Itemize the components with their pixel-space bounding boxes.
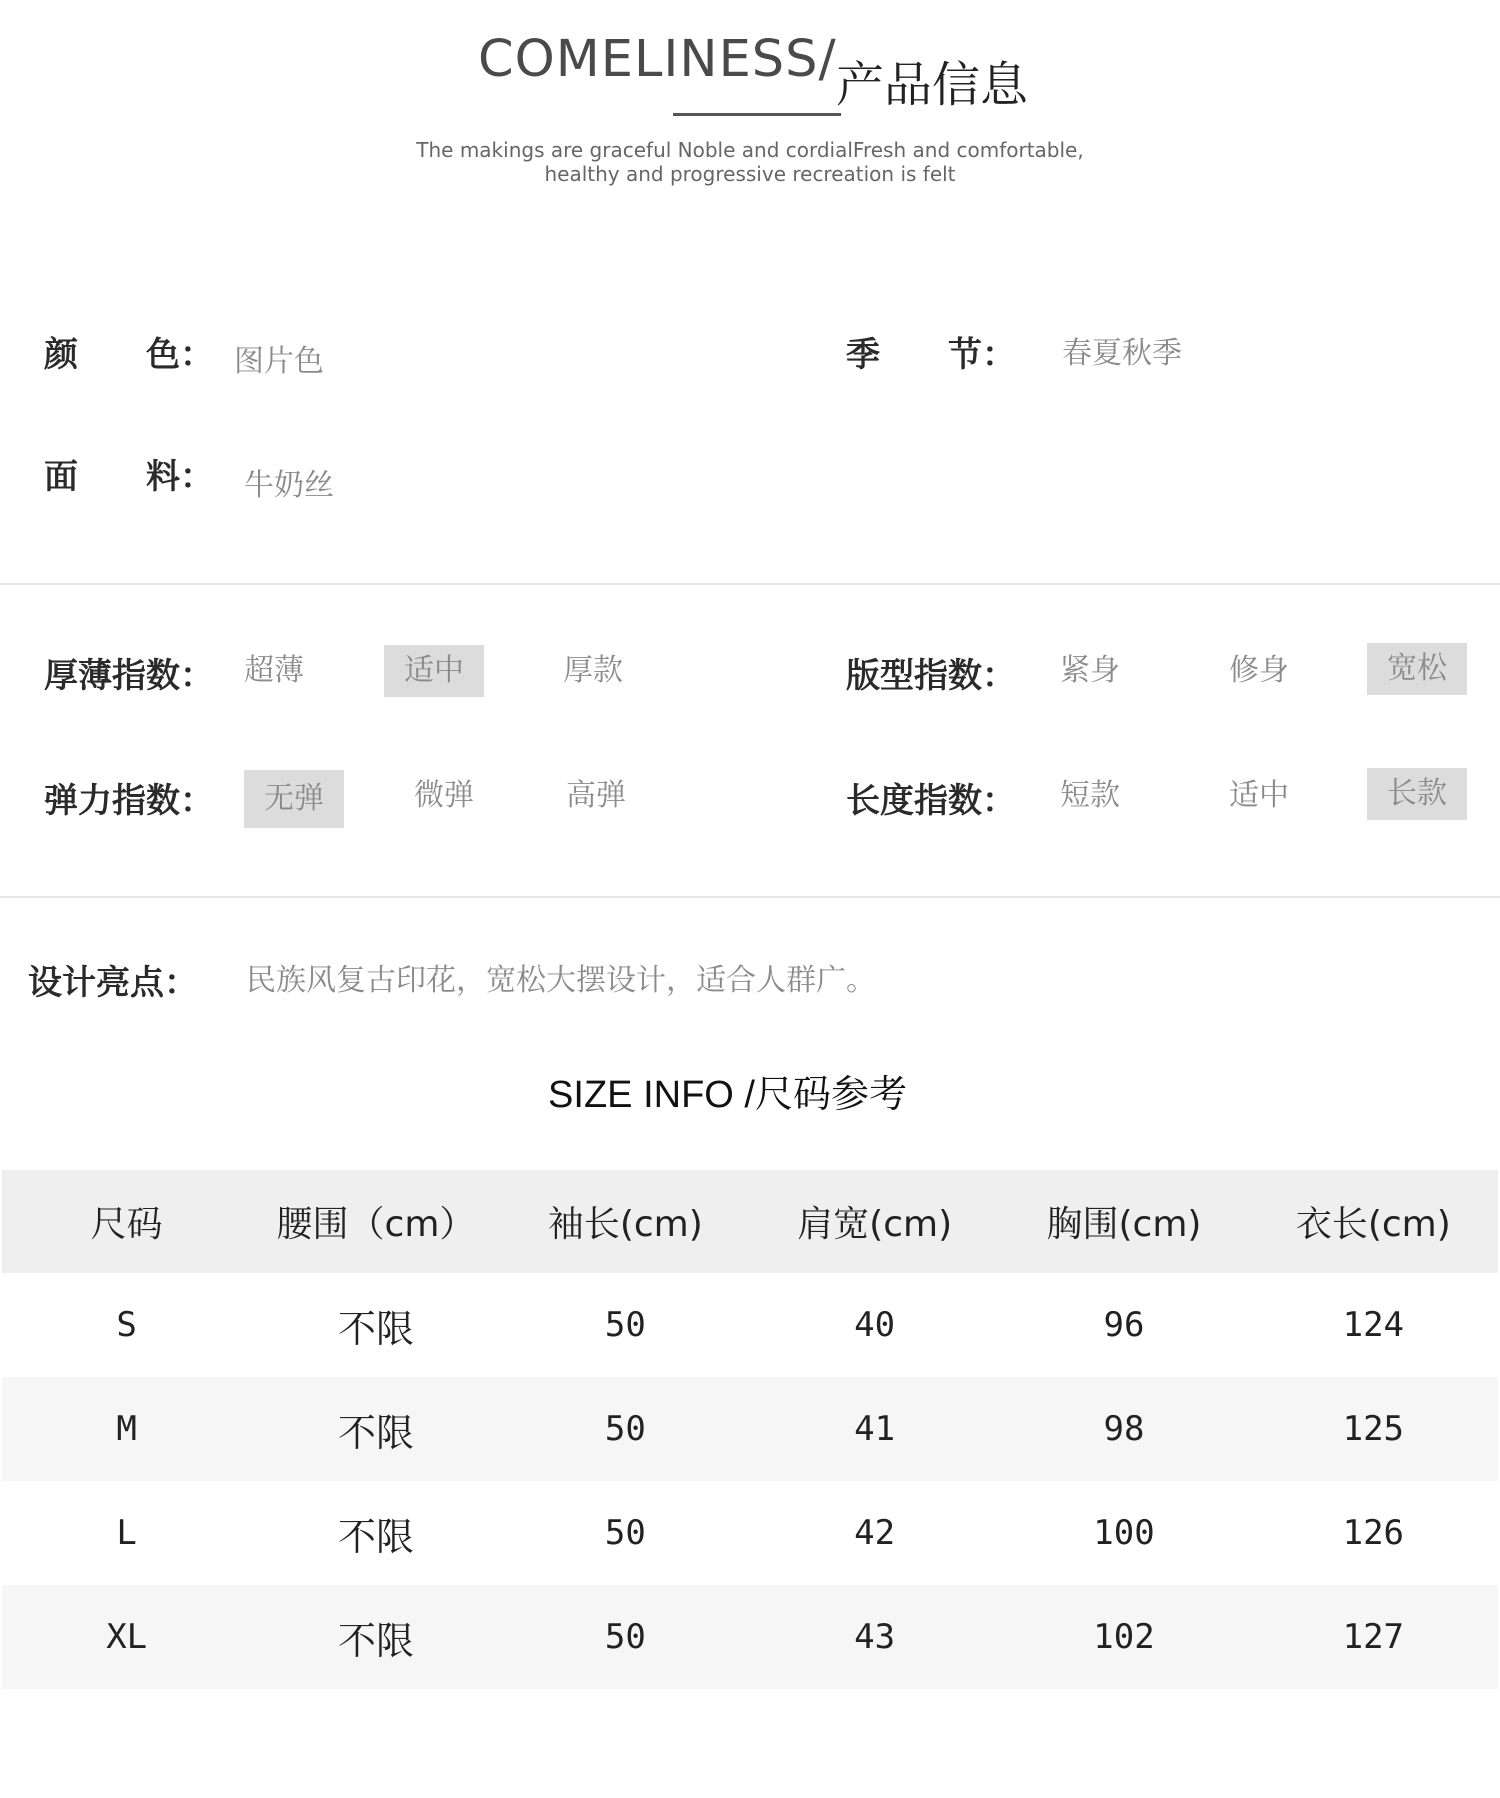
table-row xyxy=(2,1377,1498,1481)
cell-size: M xyxy=(2,1377,251,1481)
title-underline xyxy=(673,113,841,116)
thickness-label: 厚薄指数： xyxy=(44,656,214,696)
size-table xyxy=(2,1170,1498,1689)
cell-chest: 98 xyxy=(999,1377,1248,1481)
divider-top xyxy=(0,583,1500,585)
cell-size: S xyxy=(116,1305,137,1345)
header-length: 衣长(cm) xyxy=(1249,1170,1498,1273)
cell-length: 125 xyxy=(1249,1377,1498,1481)
tagline-line-2: healthy and progressive recreation is felt xyxy=(544,162,956,186)
cell-size: L xyxy=(116,1513,137,1553)
fit-option-loose-selected: 宽松 xyxy=(1367,643,1467,695)
cell-waist: 不限 xyxy=(337,1514,414,1559)
cell-sleeve: 50 xyxy=(604,1513,646,1553)
cell-shoulder: 42 xyxy=(854,1513,896,1553)
fit-option-tight: 紧身 xyxy=(1060,653,1120,688)
table-row xyxy=(2,1481,1498,1585)
brand-title-en: COMELINESS/ xyxy=(478,30,837,89)
cell-chest: 100 xyxy=(1093,1513,1155,1553)
elasticity-option-slight: 微弹 xyxy=(414,778,474,813)
cell-waist: 不限 xyxy=(251,1377,500,1481)
tagline-line-1: The makings are graceful Noble and cordialFresh and comfortable, xyxy=(416,138,1084,162)
cell-chest: 96 xyxy=(1103,1305,1145,1345)
cell-sleeve: 50 xyxy=(501,1585,750,1689)
header-size: 尺码 xyxy=(2,1170,251,1273)
header-chest: 胸围(cm) xyxy=(999,1170,1248,1273)
length-option-long-selected: 长款 xyxy=(1367,768,1467,820)
elasticity-label: 弹力指数： xyxy=(44,781,214,821)
thickness-option-thin: 超薄 xyxy=(244,653,304,688)
header-sleeve: 袖长(cm) xyxy=(501,1170,750,1273)
size-table-header xyxy=(2,1170,1498,1273)
length-option-medium: 适中 xyxy=(1229,778,1289,813)
table-row xyxy=(2,1273,1498,1377)
cell-length: 126 xyxy=(1342,1513,1405,1553)
thickness-option-medium-selected: 适中 xyxy=(384,645,484,697)
header-shoulder: 肩宽(cm) xyxy=(750,1170,999,1273)
elasticity-option-none-selected: 无弹 xyxy=(244,770,344,828)
fabric-value: 牛奶丝 xyxy=(244,468,334,503)
fit-label: 版型指数： xyxy=(846,656,1016,696)
elasticity-option-high: 高弹 xyxy=(566,778,626,813)
cell-waist: 不限 xyxy=(337,1306,414,1351)
cell-chest: 102 xyxy=(999,1585,1248,1689)
table-row xyxy=(2,1585,1498,1689)
divider-bottom xyxy=(0,896,1500,898)
cell-length: 124 xyxy=(1342,1305,1405,1345)
cell-size: XL xyxy=(2,1585,251,1689)
cell-sleeve: 50 xyxy=(604,1305,646,1345)
design-label: 设计亮点： xyxy=(28,963,198,1003)
color-label: 颜 色： xyxy=(44,335,214,375)
length-option-short: 短款 xyxy=(1060,778,1120,813)
color-value: 图片色 xyxy=(234,344,324,379)
length-label: 长度指数： xyxy=(846,781,1016,821)
design-value: 民族风复古印花，宽松大摆设计，适合人群广。 xyxy=(246,963,876,998)
season-label: 季 节： xyxy=(846,335,1016,375)
cell-shoulder: 40 xyxy=(854,1305,896,1345)
thickness-option-thick: 厚款 xyxy=(563,653,623,688)
fit-option-slim: 修身 xyxy=(1229,653,1289,688)
header-waist: 腰围（cm） xyxy=(251,1170,500,1273)
cell-waist: 不限 xyxy=(251,1585,500,1689)
cell-sleeve: 50 xyxy=(501,1377,750,1481)
fabric-label: 面 料： xyxy=(44,457,214,497)
page-title: 产品信息 xyxy=(836,57,1029,113)
cell-shoulder: 43 xyxy=(750,1585,999,1689)
cell-shoulder: 41 xyxy=(750,1377,999,1481)
cell-length: 127 xyxy=(1249,1585,1498,1689)
season-value: 春夏秋季 xyxy=(1062,336,1182,371)
size-info-title: SIZE INFO /尺码参考 xyxy=(548,1074,907,1116)
